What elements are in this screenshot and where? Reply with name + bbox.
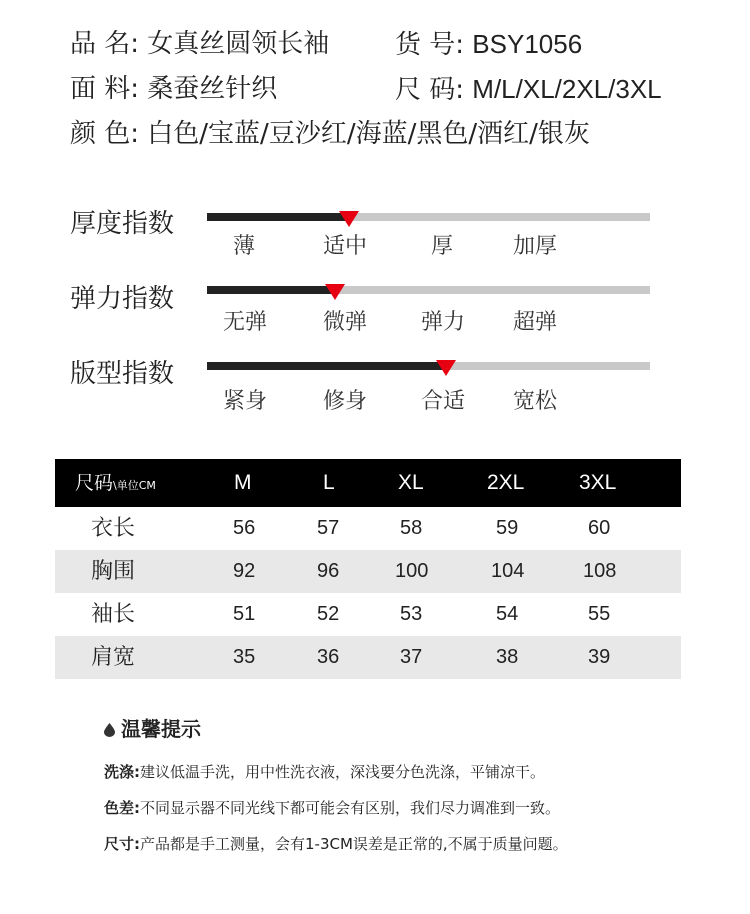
thickness-fill (207, 213, 349, 221)
tip-color-text: 不同显示器不同光线下都可能会有区别，我们尽力调准到一致。 (140, 799, 561, 817)
product-name-value: 女真丝圆领长袖 (147, 29, 330, 59)
table-cell: 100 (395, 560, 429, 582)
elasticity-level-slight: 微弹 (323, 310, 368, 335)
tip-color-difference (104, 797, 560, 818)
table-cell: 39 (588, 646, 611, 668)
tip-washing (104, 761, 545, 782)
size-header-label (75, 459, 156, 507)
item-number-value: BSY1056 (472, 29, 583, 59)
tip-size (104, 833, 568, 854)
table-cell: 56 (233, 517, 256, 539)
fit-level-loose: 宽松 (513, 389, 558, 414)
thickness-index-title: 厚度指数 (70, 209, 175, 239)
thickness-track (207, 213, 650, 221)
color-label: 颜 色: (70, 119, 140, 149)
thickness-level-extra-thick: 加厚 (513, 234, 558, 259)
table-cell: 35 (233, 646, 256, 668)
item-number-label: 货 号: (395, 30, 465, 60)
size-header-l: L (323, 471, 335, 494)
thickness-level-thick: 厚 (431, 234, 454, 259)
size-list-value: M/L/XL/2XL/3XL (472, 74, 662, 104)
table-row (55, 636, 681, 679)
size-header-xl: XL (398, 471, 424, 494)
tip-size-key: 尺寸: (104, 835, 140, 853)
size-header-unit: \单位CM (113, 479, 156, 492)
elasticity-level-elastic: 弹力 (421, 310, 466, 335)
fit-level-regular: 合适 (421, 389, 466, 414)
fit-index-title: 版型指数 (70, 359, 175, 389)
tip-size-text: 产品都是手工测量，会有1-3CM误差是正常的,不属于质量问题。 (140, 835, 568, 853)
fabric-value: 桑蚕丝针织 (147, 74, 278, 104)
fit-level-tight: 紧身 (223, 389, 268, 414)
table-cell: 53 (400, 603, 423, 625)
tip-color-key: 色差: (104, 799, 140, 817)
table-cell: 52 (317, 603, 340, 625)
tips-title (104, 713, 201, 742)
table-row (55, 550, 681, 593)
tips-title-text: 温馨提示 (121, 717, 201, 741)
thickness-marker-icon (339, 211, 359, 227)
color-value: 白色/宝蓝/豆沙红/海蓝/黑色/酒红/银灰 (147, 119, 590, 149)
table-cell: 55 (588, 603, 611, 625)
tip-washing-text: 建议低温手洗，用中性洗衣液，深浅要分色洗涤，平铺凉干。 (140, 763, 546, 781)
row-name: 肩宽 (91, 645, 136, 670)
fabric-label: 面 料: (70, 74, 140, 104)
elasticity-index-title: 弹力指数 (70, 284, 175, 314)
size-list-label: 尺 码: (395, 75, 465, 105)
row-name: 衣长 (91, 516, 136, 541)
fabric-row (70, 73, 277, 105)
thickness-level-medium: 适中 (323, 234, 368, 259)
table-cell: 108 (583, 560, 617, 582)
row-name: 胸围 (91, 559, 136, 584)
table-cell: 92 (233, 560, 256, 582)
table-cell: 51 (233, 603, 256, 625)
thickness-level-thin: 薄 (233, 234, 256, 259)
size-table-header (55, 459, 681, 507)
table-cell: 59 (496, 517, 519, 539)
table-cell: 58 (400, 517, 423, 539)
table-cell: 37 (400, 646, 423, 668)
size-header-3xl: 3XL (579, 471, 617, 494)
table-row (55, 507, 681, 550)
table-cell: 104 (491, 560, 525, 582)
elasticity-fill (207, 286, 335, 294)
table-cell: 54 (496, 603, 519, 625)
fit-track (207, 362, 650, 370)
item-number-row (395, 28, 582, 61)
table-cell: 38 (496, 646, 519, 668)
size-header-main: 尺码 (75, 472, 114, 494)
fit-level-slim: 修身 (323, 389, 368, 414)
fit-fill (207, 362, 446, 370)
product-name-label: 品 名: (70, 29, 140, 59)
table-cell: 36 (317, 646, 340, 668)
size-list-row (395, 73, 662, 106)
table-cell: 96 (317, 560, 340, 582)
row-name: 袖长 (91, 602, 136, 627)
size-header-m: M (234, 471, 252, 494)
elasticity-level-none: 无弹 (223, 310, 268, 335)
table-cell: 57 (317, 517, 340, 539)
tip-washing-key: 洗涤: (104, 763, 140, 781)
product-name-row (70, 28, 329, 60)
water-drop-icon (104, 723, 115, 737)
elasticity-marker-icon (325, 284, 345, 300)
table-row (55, 593, 681, 636)
color-row (70, 118, 590, 150)
size-header-2xl: 2XL (487, 471, 525, 494)
fit-marker-icon (436, 360, 456, 376)
elasticity-level-super: 超弹 (513, 310, 558, 335)
size-table (55, 459, 681, 679)
elasticity-track (207, 286, 650, 294)
table-cell: 60 (588, 517, 611, 539)
